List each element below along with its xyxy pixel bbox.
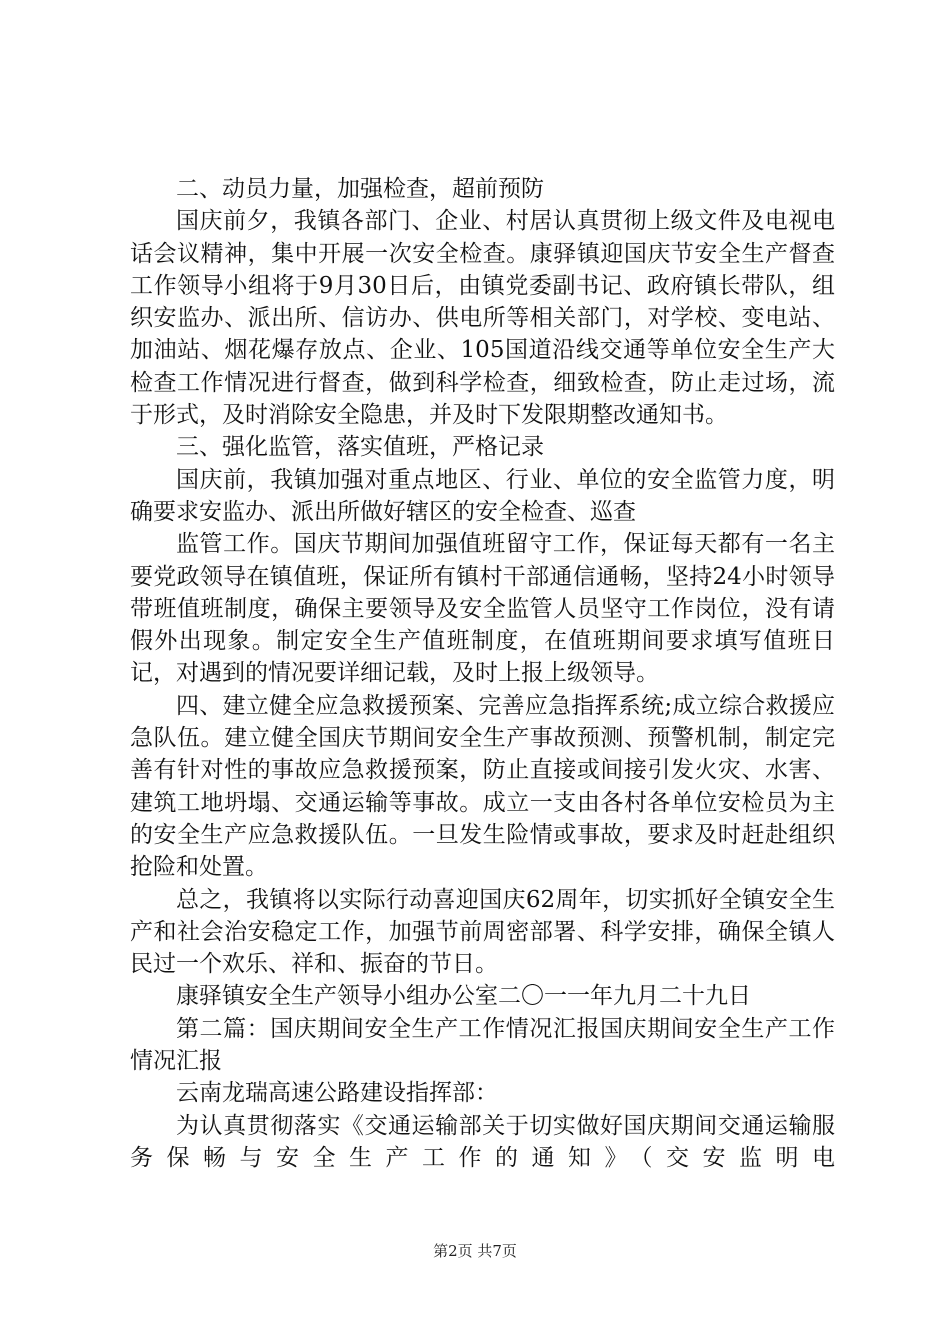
signature-line: 康驿镇安全生产领导小组办公室二〇一一年九月二十九日	[176, 983, 751, 1010]
section-heading-2: 二、动员力量，加强检查，超前预防	[176, 176, 544, 202]
paragraph-duty: 监管工作。国庆节期间加强值班留守工作，保证每天都有一名主要党政领导在镇值班，保证所有镇村干部通信通畅，坚持24小时领导带班值班制度，确保主要领导及安全监管人员坚守工作岗位，没有请假外出现象。制定安全生产值班制度，在值班期间要求填写值班日记，对遇到的情况要详细记载，及时上报上级领导。	[130, 531, 835, 687]
section-heading-3: 三、强化监管，落实值班，严格记录	[176, 434, 544, 461]
paragraph-supervision: 国庆前，我镇加强对重点地区、行业、单位的安全监管力度，明确要求安监办、派出所做好辖区的安全检查、巡查	[130, 466, 835, 525]
part-two-title: 第二篇：国庆期间安全生产工作情况汇报国庆期间安全生产工作情况汇报	[130, 1015, 835, 1075]
page-footer: 第2页 共7页	[433, 1242, 517, 1260]
paragraph-inspection: 国庆前夕，我镇各部门、企业、村居认真贯彻上级文件及电视电话会议精神，集中开展一次安全检查。康驿镇迎国庆节安全生产督查工作领导小组将于9月30日后，由镇党委副书记、政府镇长带队，组织安监办、派出所、信访办、供电所等相关部门，对学校、变电站、加油站、烟花爆存放点、企业、105国道沿线交通等单位安全生产大检查工作情况进行督查，做到科学检查，细致检查，防止走过场，流于形式，及时消除安全隐患，并及时下发限期整改通知书。	[130, 208, 835, 429]
paragraph-summary: 总之，我镇将以实际行动喜迎国庆62周年，切实抓好全镇安全生产和社会治安稳定工作，加强节前周密部署、科学安排，确保全镇人民过一个欢乐、祥和、振奋的节日。	[130, 886, 835, 978]
paragraph-notice: 为认真贯彻落实《交通运输部关于切实做好国庆期间交通运输服务保畅与安全生产工作的通知》（交安监明电	[130, 1112, 835, 1171]
paragraph-emergency: 四、建立健全应急救援预案、完善应急指挥系统;成立综合救援应急队伍。建立健全国庆节期间安全生产事故预测、预警机制，制定完善有针对性的事故应急救援预案，防止直接或间接引发火灾、水害、建筑工地坍塌、交通运输等事故。成立一支由各村各单位安检员为主的安全生产应急救援队伍。一旦发生险情或事故，要求及时赶赴组织抢险和处置。	[130, 692, 835, 881]
addressee: 云南龙瑞高速公路建设指挥部：	[176, 1080, 498, 1107]
document-body	[130, 173, 835, 1174]
